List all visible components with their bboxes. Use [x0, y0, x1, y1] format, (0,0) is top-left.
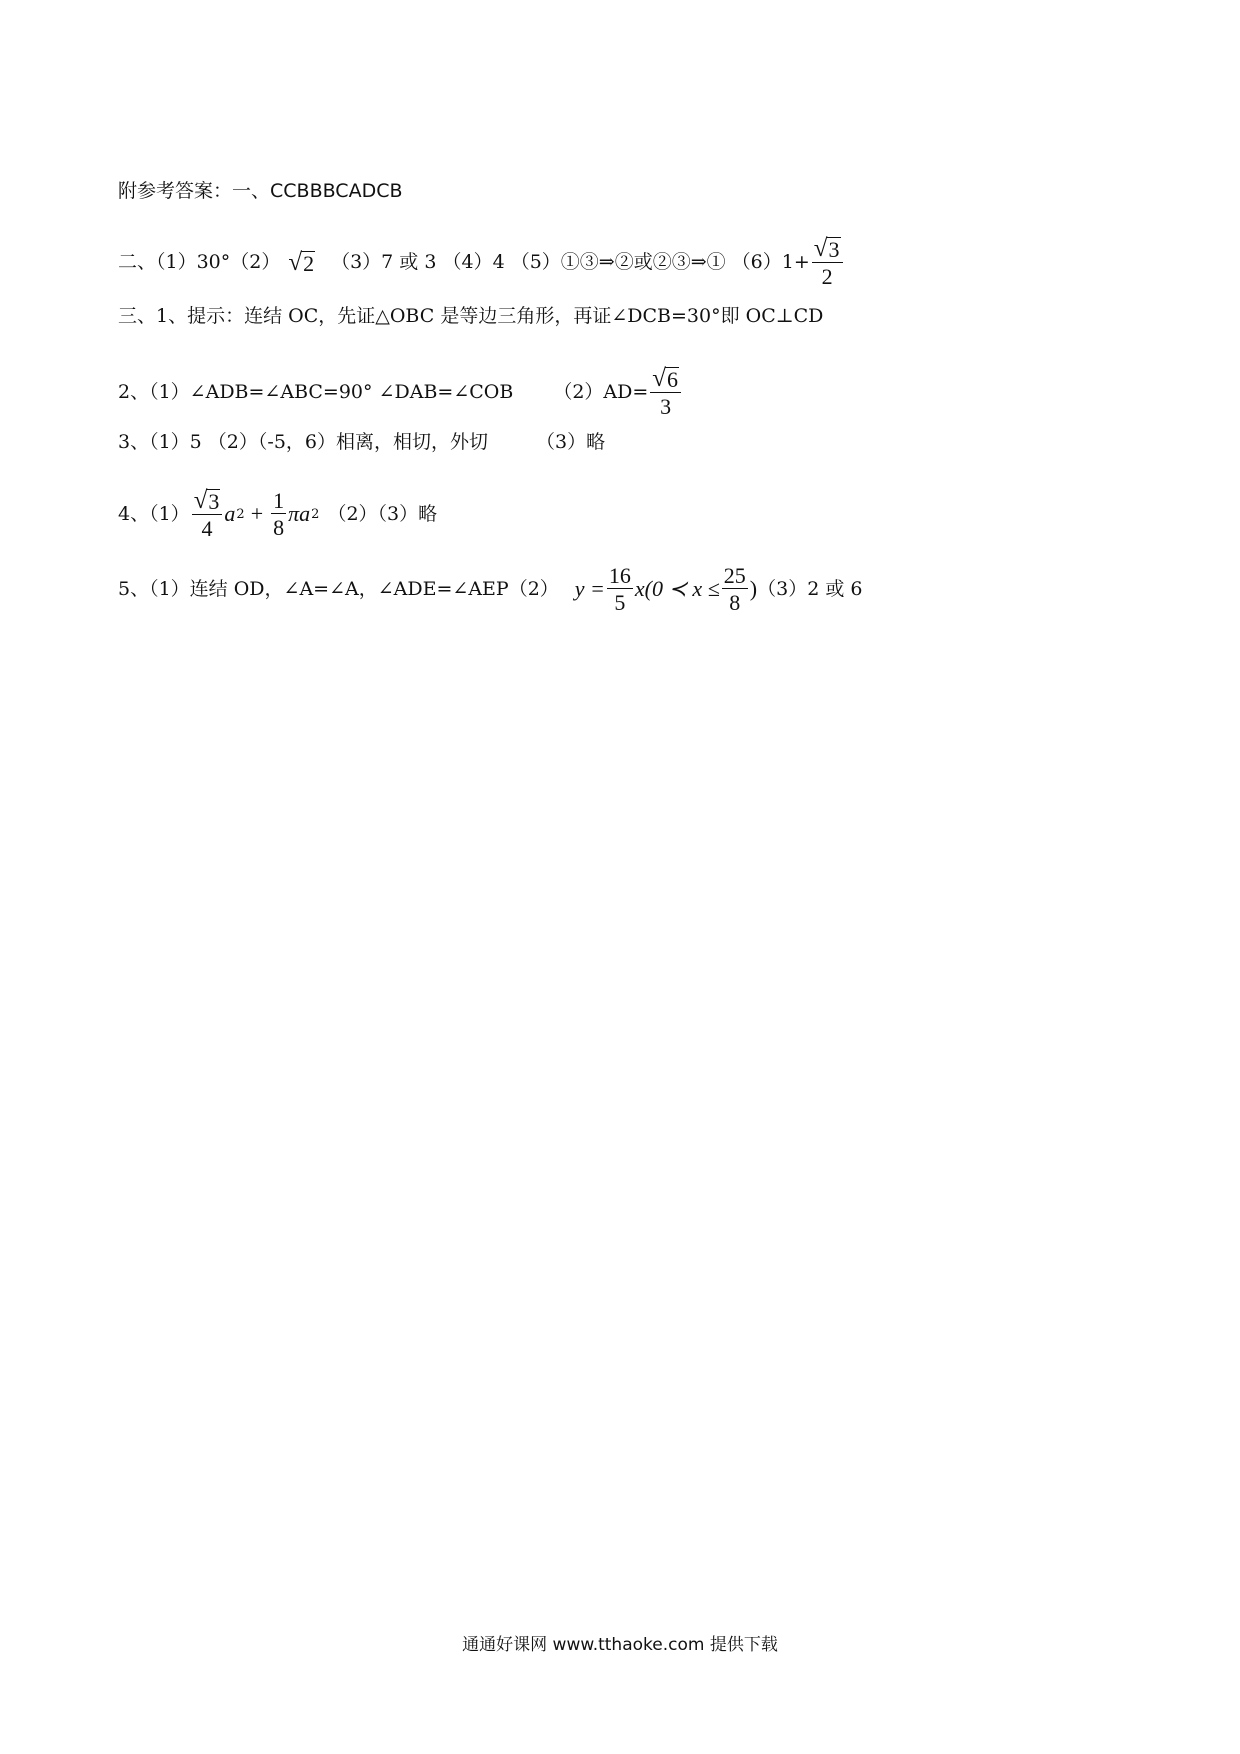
- exponent-2: 2: [236, 506, 245, 522]
- answer-section-2: [118, 236, 845, 288]
- section-2-prefix: 二、（1）30°（2）: [118, 250, 281, 273]
- answer-section-3-4: [118, 488, 437, 540]
- answer-heading: [118, 182, 403, 201]
- domain-expression: x(0 ≺ x ≤: [634, 576, 720, 602]
- fraction-sqrt6-over-3: √ 6 3: [650, 366, 681, 418]
- section-2-parts: （3）7 或 3 （4）4 （5）①③⇒②或②③⇒① （6）1+: [331, 250, 810, 273]
- section-3-3-text: 3、（1）5 （2）（-5，6）相离，相切，外切: [118, 431, 488, 453]
- exponent-2-second: 2: [311, 506, 320, 522]
- section-3-2-part2-label: （2）AD=: [553, 380, 649, 403]
- footer-text: 通通好课网 www.tthaoke.com 提供下载: [462, 1635, 778, 1655]
- plus-sign: +: [250, 501, 264, 527]
- variable-a: a: [224, 501, 236, 527]
- close-paren: ): [749, 576, 758, 602]
- sqrt-2: √ 2: [288, 248, 315, 276]
- section-3-5-prefix: 5、（1）连结 OD，∠A=∠A，∠ADE=∠AEP（2）: [118, 577, 559, 600]
- fraction-16-over-5: $\frac{16}{5}$: [608, 563, 631, 616]
- fraction-1-over-8: $\frac{1}{8}$: [273, 487, 285, 541]
- section-3-3-part3: （3）略: [536, 431, 606, 453]
- section-3-1-text: 三、1、提示：连结 OC，先证△OBC 是等边三角形，再证∠DCB=30°即 OC⊥CD: [118, 305, 824, 327]
- section-3-4-suffix: （2）（3）略: [327, 502, 438, 525]
- answer-section-3-5: [118, 564, 862, 614]
- equation-lhs: y =: [574, 576, 605, 602]
- fraction-25-over-8: $\frac{25}{8}$: [723, 563, 746, 616]
- section-3-2-text: 2、（1）∠ADB=∠ABC=90° ∠DAB=∠COB: [118, 380, 514, 403]
- answer-section-3-2: [118, 366, 683, 418]
- fraction-sqrt3-over-2: √ 3 2: [812, 236, 843, 288]
- section-3-5-suffix: （3）2 或 6: [757, 577, 863, 600]
- answer-heading-text: 附参考答案：一、CCBBBCADCB: [118, 180, 403, 202]
- page-footer: [0, 1630, 1240, 1655]
- answer-section-3-1: [118, 307, 823, 326]
- answer-section-3-3: [118, 433, 605, 452]
- section-3-4-prefix: 4、（1）: [118, 502, 190, 525]
- fraction-sqrt3-over-4: √ 3 4: [192, 488, 223, 540]
- variable-pi-a: πa: [288, 501, 311, 527]
